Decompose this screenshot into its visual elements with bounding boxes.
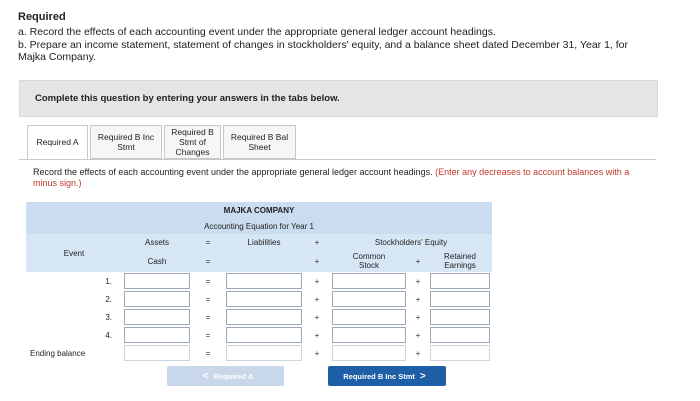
part-a-text: a. Record the effects of each accounting event under the appropriate general ledger account headings.: [18, 26, 496, 38]
plus-sign: +: [415, 276, 421, 286]
event-label: 3.: [105, 312, 112, 322]
tab-label: Changes: [175, 147, 210, 157]
cash-input[interactable]: [124, 309, 190, 325]
event-label: 4.: [105, 330, 112, 340]
tab-label: Required B Inc: [97, 132, 155, 142]
retained-earnings-input[interactable]: [430, 291, 490, 307]
plus-sign: +: [314, 312, 320, 322]
assets-header: Assets: [144, 237, 169, 247]
plus-sign: +: [415, 348, 421, 358]
retained-earnings-total: [430, 345, 490, 361]
common-stock-header: Common Stock: [352, 252, 386, 270]
equals-sign: =: [205, 330, 211, 340]
plus-sign: +: [314, 348, 320, 358]
cash-total: [124, 345, 190, 361]
accounting-equation-table: [26, 202, 492, 362]
tab-label: Sheet: [248, 142, 271, 152]
common-stock-input[interactable]: [332, 273, 406, 289]
part-b-text: b. Prepare an income statement, statement of changes in stockholders' equity, and a balance sheet dated December 31, Year 1, for: [18, 39, 629, 51]
chevron-left-icon: <: [202, 370, 209, 382]
liabilities-input[interactable]: [226, 273, 302, 289]
cash-input[interactable]: [124, 291, 190, 307]
equals-sign: =: [205, 294, 211, 304]
description-text: Record the effects of each accounting event under the appropriate general ledger account headings.: [33, 167, 433, 177]
previous-tab-label: Required A: [213, 371, 254, 381]
liabilities-total: [226, 345, 302, 361]
cash-header: Cash: [147, 256, 167, 266]
plus-sign: +: [314, 276, 320, 286]
plus-sign: +: [415, 294, 421, 304]
tab-required-b-inc-stmt[interactable]: [90, 125, 162, 159]
plus-sign: +: [314, 237, 320, 247]
retained-earnings-input[interactable]: [430, 273, 490, 289]
retained-earnings-input[interactable]: [430, 309, 490, 325]
required-heading: Required: [18, 11, 66, 23]
tab-required-a[interactable]: [27, 125, 88, 159]
cash-input[interactable]: [124, 273, 190, 289]
event-header: Event: [63, 248, 85, 258]
equals-sign: =: [205, 312, 211, 322]
liabilities-input[interactable]: [226, 309, 302, 325]
panel-description: [33, 167, 633, 189]
tab-label: Stmt: [117, 142, 135, 152]
equals-sign: =: [205, 237, 211, 247]
tab-required-b-stmt-of-changes[interactable]: [164, 125, 221, 159]
common-stock-total: [332, 345, 406, 361]
event-label: 2.: [105, 294, 112, 304]
tab-label: Required B Bal: [230, 132, 289, 142]
tab-label: Required B: [171, 127, 214, 137]
equals-sign: =: [205, 348, 211, 358]
table-subtitle: Accounting Equation for Year 1: [204, 221, 314, 231]
description-hint: (Enter any decreases to account balances with a minus sign.): [33, 167, 630, 188]
instruction-text: Complete this question by entering your answers in the tabs below.: [35, 93, 340, 104]
plus-sign: +: [314, 256, 320, 266]
next-tab-button[interactable]: [328, 366, 446, 386]
previous-tab-button[interactable]: [167, 366, 284, 386]
part-b-text-continued: Majka Company.: [18, 51, 97, 63]
plus-sign: +: [415, 312, 421, 322]
liabilities-input[interactable]: [226, 327, 302, 343]
retained-earnings-header: Retained Earnings: [443, 252, 477, 270]
stockholders-equity-header: Stockholders' Equity: [374, 237, 448, 247]
tab-label: Stmt of: [179, 137, 206, 147]
equals-sign: =: [205, 256, 211, 266]
common-stock-input[interactable]: [332, 291, 406, 307]
next-tab-label: Required B Inc Stmt: [343, 371, 415, 381]
liabilities-input[interactable]: [226, 291, 302, 307]
retained-earnings-input[interactable]: [430, 327, 490, 343]
plus-sign: +: [314, 330, 320, 340]
cash-input[interactable]: [124, 327, 190, 343]
event-label: 1.: [105, 276, 112, 286]
plus-sign: +: [314, 294, 320, 304]
plus-sign: +: [415, 256, 421, 266]
equals-sign: =: [205, 276, 211, 286]
tab-label: Required A: [36, 137, 79, 147]
company-name: MAJKA COMPANY: [223, 205, 295, 215]
common-stock-input[interactable]: [332, 309, 406, 325]
common-stock-input[interactable]: [332, 327, 406, 343]
chevron-right-icon: >: [419, 370, 426, 382]
ending-balance-label: Ending balance: [30, 348, 86, 358]
tab-required-b-bal-sheet[interactable]: [223, 125, 296, 159]
liabilities-header: Liabilities: [247, 237, 281, 247]
plus-sign: +: [415, 330, 421, 340]
